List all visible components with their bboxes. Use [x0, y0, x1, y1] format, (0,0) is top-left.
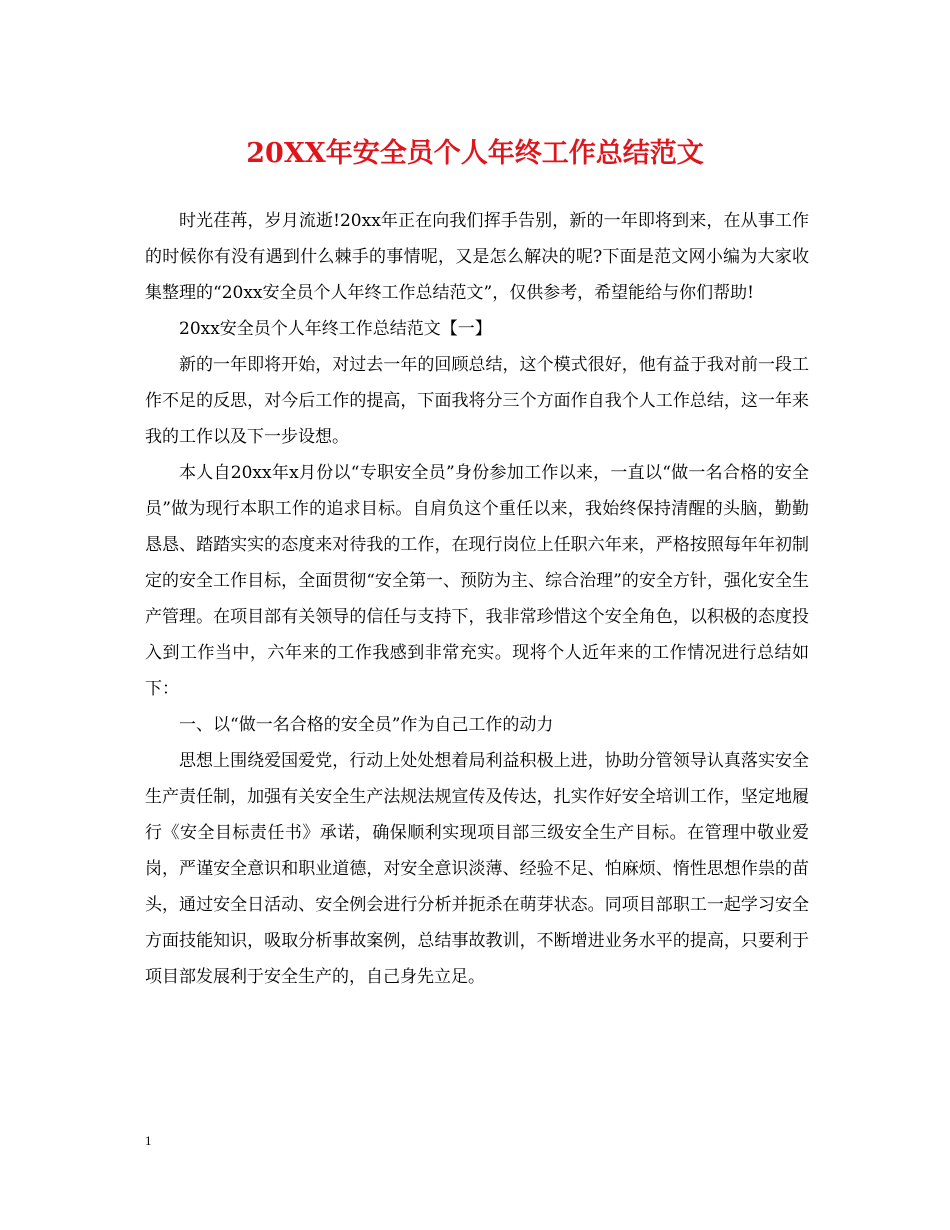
document-body — [145, 203, 809, 995]
paragraph-overview: 新的一年即将开始，对过去一年的回顾总结，这个模式很好，他有益于我对前一段工作不足的反思，对今后工作的提高，下面我将分三个方面作自我个人工作总结，这一年来我的工作以及下一步设想。 — [145, 355, 809, 447]
page-number: 1 — [145, 1133, 152, 1148]
paragraph-intro: 时光荏苒，岁月流逝!20xx年正在向我们挥手告别，新的一年即将到来，在从事工作的时候你有没有遇到什么棘手的事情呢，又是怎么解决的呢?下面是范文网小编为大家收集整理的“20xx安全员个人年终工作总结范文”，仅供参考，希望能给与你们帮助! — [145, 211, 809, 303]
paragraph-motivation: 思想上围绕爱国爱党，行动上处处想着局利益积极上进，协助分管领导认真落实安全生产责任制，加强有关安全生产法规法规宣传及传达，扎实作好安全培训工作，坚定地履行《安全目标责任书》承诺，确保顺利实现项目部三级安全生产目标。在管理中敬业爱岗，严谨安全意识和职业道德，对安全意识淡薄、经验不足、怕麻烦、惰性思想作祟的苗头，通过安全日活动、安全例会进行分析并扼杀在萌芽状态。同项目部职工一起学习安全方面技能知识，吸取分析事故案例，总结事故教训，不断增进业务水平的提高，只要利于项目部发展利于安全生产的，自己身先立足。 — [145, 751, 809, 987]
paragraph-background: 本人自20xx年x月份以“专职安全员”身份参加工作以来，一直以“做一名合格的安全员”做为现行本职工作的追求目标。自肩负这个重任以来，我始终保持清醒的头脑，勤勤恳恳、踏踏实实的态度来对待我的工作，在现行岗位上任职六年来，严格按照每年年初制定的安全工作目标，全面贯彻“安全第一、预防为主、综合治理”的安全方针，强化安全生产管理。在项目部有关领导的信任与支持下，我非常珍惜这个安全角色，以积极的态度投入到工作当中，六年来的工作我感到非常充实。现将个人近年来的工作情况进行总结如下： — [145, 463, 809, 699]
document-title: 20XX年安全员个人年终工作总结范文 — [246, 138, 704, 169]
section-heading-one: 20xx安全员个人年终工作总结范文【一】 — [179, 319, 492, 339]
subheading-motivation: 一、以“做一名合格的安全员”作为自己工作的动力 — [179, 715, 554, 735]
